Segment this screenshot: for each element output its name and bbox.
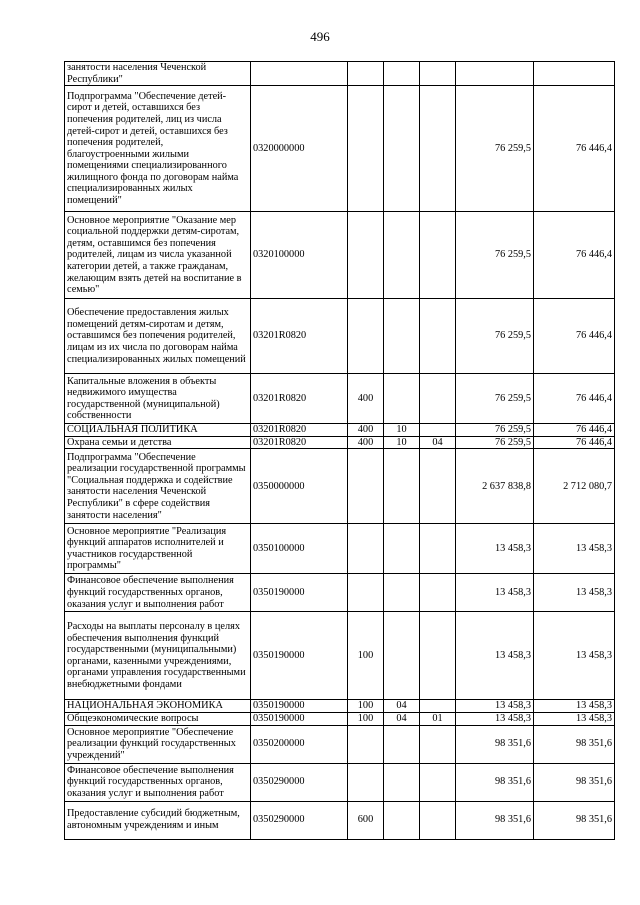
subsection-cell xyxy=(420,725,456,763)
expense-type-cell: 400 xyxy=(348,436,384,449)
amount-year2-cell: 76 446,4 xyxy=(534,299,615,374)
section-cell xyxy=(384,524,420,574)
table-row xyxy=(65,801,615,839)
target-article-cell: 0350190000 xyxy=(251,612,348,700)
target-article-cell: 0350100000 xyxy=(251,524,348,574)
amount-year2-cell: 76 446,4 xyxy=(534,212,615,299)
row-name-cell: Капитальные вложения в объекты недвижимого имущества государственной (муниципальной) собственности xyxy=(65,374,251,424)
expense-type-cell: 100 xyxy=(348,700,384,713)
section-cell xyxy=(384,212,420,299)
row-name-cell: Основное мероприятие "Оказание мер социальной поддержки детям-сиротам, детям, оставшимся без попечения родителей, лицам из числа указанной категории детей, а также гражданам, желающим взять детей на воспитание в семью" xyxy=(65,212,251,299)
subsection-cell xyxy=(420,212,456,299)
expense-type-cell: 400 xyxy=(348,424,384,437)
target-article-cell: 0350200000 xyxy=(251,725,348,763)
amount-year2-cell: 76 446,4 xyxy=(534,436,615,449)
section-cell xyxy=(384,374,420,424)
target-article-cell: 0350000000 xyxy=(251,449,348,524)
section-cell xyxy=(384,574,420,612)
expense-type-cell xyxy=(348,574,384,612)
section-cell: 04 xyxy=(384,700,420,713)
target-article-cell: 0350190000 xyxy=(251,712,348,725)
subsection-cell xyxy=(420,374,456,424)
row-name-cell: занятости населения Чеченской Республики" xyxy=(65,62,251,86)
target-article-cell: 03201R0820 xyxy=(251,436,348,449)
row-name-cell: Общеэкономические вопросы xyxy=(65,712,251,725)
amount-year1-cell: 13 458,3 xyxy=(456,700,534,713)
section-cell: 10 xyxy=(384,436,420,449)
row-name-cell: Охрана семьи и детства xyxy=(65,436,251,449)
section-cell: 04 xyxy=(384,712,420,725)
amount-year1-cell: 76 259,5 xyxy=(456,436,534,449)
expense-type-cell xyxy=(348,524,384,574)
amount-year1-cell: 13 458,3 xyxy=(456,574,534,612)
row-name-cell: Подпрограмма "Обеспечение детей-сирот и детей, оставшихся без попечения родителей, лиц из числа детей-сирот и детей, оставшихся без попечения родителей, благоустроенными жилыми помещениями специализированного жилищного фонда по договорам найма специализированных жилых помещений" xyxy=(65,86,251,212)
row-name-cell: НАЦИОНАЛЬНАЯ ЭКОНОМИКА xyxy=(65,700,251,713)
table-row xyxy=(65,436,615,449)
row-name-cell: Финансовое обеспечение выполнения функций государственных органов, оказания услуг и выполнения работ xyxy=(65,763,251,801)
amount-year1-cell: 98 351,6 xyxy=(456,801,534,839)
row-name-cell: Расходы на выплаты персоналу в целях обеспечения выполнения функций государственными (муниципальными) органами, казенными учреждениями, органами управления государственными внебюджетными фондами xyxy=(65,612,251,700)
row-name-cell: Обеспечение предоставления жилых помещений детям-сиротам и детям, оставшимся без попечения родителей, лицам из их числа по договорам найма специализированных жилых помещений xyxy=(65,299,251,374)
budget-table xyxy=(64,61,615,840)
page-number: 496 xyxy=(310,29,330,44)
amount-year2-cell: 76 446,4 xyxy=(534,86,615,212)
table-row xyxy=(65,62,615,86)
section-cell xyxy=(384,62,420,86)
amount-year2-cell: 13 458,3 xyxy=(534,574,615,612)
table-row xyxy=(65,763,615,801)
target-article-cell: 0320100000 xyxy=(251,212,348,299)
target-article-cell: 0350190000 xyxy=(251,700,348,713)
subsection-cell xyxy=(420,574,456,612)
section-cell: 10 xyxy=(384,424,420,437)
table-row xyxy=(65,612,615,700)
amount-year2-cell: 13 458,3 xyxy=(534,524,615,574)
subsection-cell xyxy=(420,299,456,374)
amount-year1-cell: 13 458,3 xyxy=(456,612,534,700)
section-cell xyxy=(384,86,420,212)
expense-type-cell: 600 xyxy=(348,801,384,839)
amount-year2-cell: 76 446,4 xyxy=(534,374,615,424)
expense-type-cell xyxy=(348,212,384,299)
amount-year1-cell xyxy=(456,62,534,86)
target-article-cell: 03201R0820 xyxy=(251,299,348,374)
table-row xyxy=(65,574,615,612)
amount-year2-cell: 13 458,3 xyxy=(534,712,615,725)
row-name-cell: Предоставление субсидий бюджетным, автономным учреждениям и иным xyxy=(65,801,251,839)
table-row xyxy=(65,725,615,763)
table-row xyxy=(65,524,615,574)
amount-year1-cell: 76 259,5 xyxy=(456,86,534,212)
expense-type-cell: 100 xyxy=(348,612,384,700)
subsection-cell xyxy=(420,801,456,839)
target-article-cell xyxy=(251,62,348,86)
table-row xyxy=(65,700,615,713)
amount-year1-cell: 2 637 838,8 xyxy=(456,449,534,524)
amount-year1-cell: 76 259,5 xyxy=(456,424,534,437)
subsection-cell: 04 xyxy=(420,436,456,449)
amount-year2-cell: 13 458,3 xyxy=(534,700,615,713)
expense-type-cell: 400 xyxy=(348,374,384,424)
table-row xyxy=(65,424,615,437)
section-cell xyxy=(384,612,420,700)
row-name-cell: Подпрограмма "Обеспечение реализации государственной программы "Социальная поддержка и содействие занятости населения Чеченской Республики" в сфере содействия занятости населения" xyxy=(65,449,251,524)
subsection-cell xyxy=(420,700,456,713)
table-row xyxy=(65,212,615,299)
table-row xyxy=(65,374,615,424)
expense-type-cell: 100 xyxy=(348,712,384,725)
amount-year1-cell: 13 458,3 xyxy=(456,712,534,725)
subsection-cell xyxy=(420,86,456,212)
row-name-cell: Основное мероприятие "Обеспечение реализации функций государственных учреждений" xyxy=(65,725,251,763)
section-cell xyxy=(384,801,420,839)
table-row xyxy=(65,299,615,374)
subsection-cell: 01 xyxy=(420,712,456,725)
section-cell xyxy=(384,725,420,763)
expense-type-cell xyxy=(348,725,384,763)
amount-year1-cell: 98 351,6 xyxy=(456,725,534,763)
target-article-cell: 03201R0820 xyxy=(251,374,348,424)
row-name-cell: Основное мероприятие "Реализация функций аппаратов исполнителей и участников государственной программы" xyxy=(65,524,251,574)
expense-type-cell xyxy=(348,62,384,86)
table-row xyxy=(65,712,615,725)
section-cell xyxy=(384,763,420,801)
target-article-cell: 0320000000 xyxy=(251,86,348,212)
amount-year2-cell xyxy=(534,62,615,86)
expense-type-cell xyxy=(348,449,384,524)
amount-year1-cell: 98 351,6 xyxy=(456,763,534,801)
subsection-cell xyxy=(420,62,456,86)
target-article-cell: 03201R0820 xyxy=(251,424,348,437)
table-row xyxy=(65,449,615,524)
amount-year1-cell: 76 259,5 xyxy=(456,299,534,374)
subsection-cell xyxy=(420,449,456,524)
subsection-cell xyxy=(420,424,456,437)
amount-year1-cell: 76 259,5 xyxy=(456,374,534,424)
expense-type-cell xyxy=(348,86,384,212)
amount-year2-cell: 98 351,6 xyxy=(534,801,615,839)
target-article-cell: 0350190000 xyxy=(251,574,348,612)
amount-year2-cell: 13 458,3 xyxy=(534,612,615,700)
subsection-cell xyxy=(420,612,456,700)
row-name-cell: Финансовое обеспечение выполнения функций государственных органов, оказания услуг и выполнения работ xyxy=(65,574,251,612)
section-cell xyxy=(384,449,420,524)
subsection-cell xyxy=(420,763,456,801)
amount-year2-cell: 2 712 080,7 xyxy=(534,449,615,524)
table-body xyxy=(65,62,615,840)
amount-year2-cell: 98 351,6 xyxy=(534,763,615,801)
amount-year1-cell: 13 458,3 xyxy=(456,524,534,574)
amount-year2-cell: 76 446,4 xyxy=(534,424,615,437)
expense-type-cell xyxy=(348,763,384,801)
amount-year2-cell: 98 351,6 xyxy=(534,725,615,763)
target-article-cell: 0350290000 xyxy=(251,801,348,839)
table-row xyxy=(65,86,615,212)
amount-year1-cell: 76 259,5 xyxy=(456,212,534,299)
subsection-cell xyxy=(420,524,456,574)
target-article-cell: 0350290000 xyxy=(251,763,348,801)
row-name-cell: СОЦИАЛЬНАЯ ПОЛИТИКА xyxy=(65,424,251,437)
section-cell xyxy=(384,299,420,374)
expense-type-cell xyxy=(348,299,384,374)
